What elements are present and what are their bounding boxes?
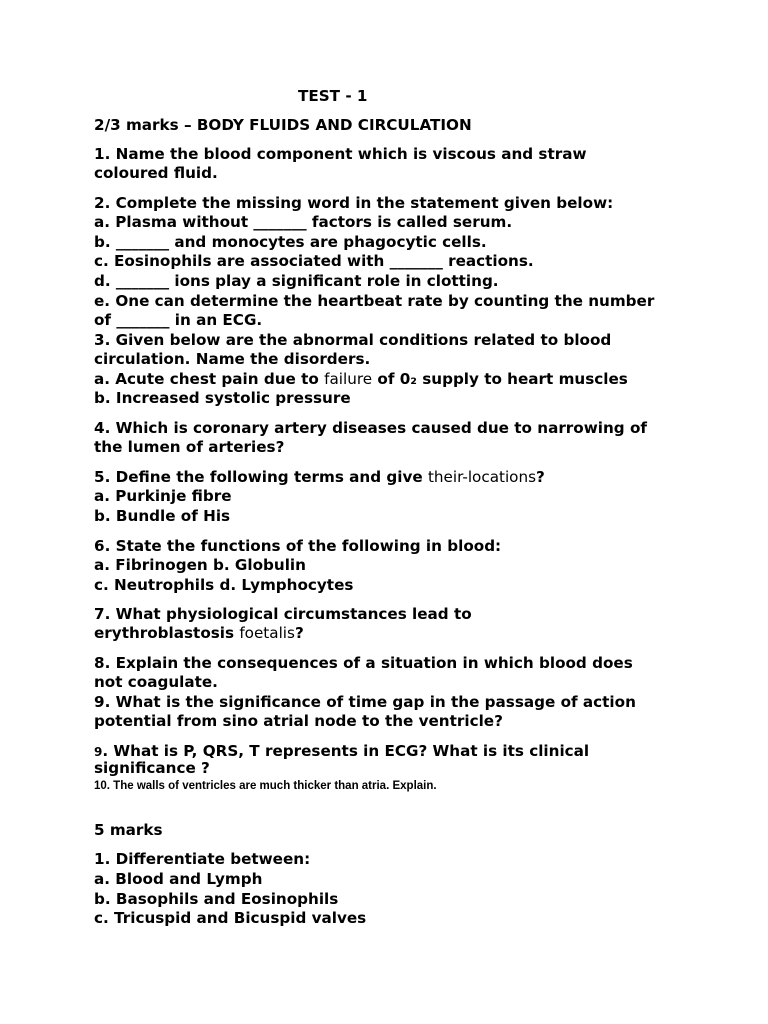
question-9-line-1: 9. What is the significance of time gap in the passage of action <box>94 693 636 711</box>
question-3-part-a-suffix: of 0₂ supply to heart muscles <box>372 370 628 388</box>
long-question-1-part-b: b. Basophils and Eosinophils <box>94 890 339 908</box>
question-7-suffix: ? <box>294 624 304 642</box>
question-8-line-1: 8. Explain the consequences of a situation in which blood does <box>94 654 633 672</box>
question-5-part-b: b. Bundle of His <box>94 507 231 525</box>
question-3-line-1: 3. Given below are the abnormal conditions related to blood <box>94 331 612 349</box>
question-3-part-a-prefix: a. Acute chest pain due to <box>94 370 325 388</box>
question-3-part-a-word: failure <box>324 370 373 388</box>
question-7-line-2 <box>94 624 304 643</box>
question-7-prefix: erythroblastosis <box>94 624 240 642</box>
long-question-1-heading: 1. Differentiate between: <box>94 850 311 868</box>
question-9b-number: 9 <box>94 745 103 759</box>
question-7-line-1: 7. What physiological circumstances lead to <box>94 605 472 623</box>
question-1-line-1: 1. Name the blood component which is viscous and straw <box>94 145 587 163</box>
section-heading-short-answer: 2/3 marks – BODY FLUIDS AND CIRCULATION <box>94 116 472 134</box>
question-6-line-1: 6. State the functions of the following in blood: <box>94 537 502 555</box>
question-3-part-b: b. Increased systolic pressure <box>94 389 351 407</box>
question-7-word: foetalis <box>239 624 295 642</box>
question-2-part-b: b. _______ and monocytes are phagocytic cells. <box>94 233 487 251</box>
question-5-part-a: a. Purkinje fibre <box>94 487 232 505</box>
question-6-line-2: a. Fibrinogen b. Globulin <box>94 556 306 574</box>
question-2-heading: 2. Complete the missing word in the statement given below: <box>94 194 614 212</box>
long-question-1-part-c: c. Tricuspid and Bicuspid valves <box>94 909 367 927</box>
question-1-line-2: coloured fluid. <box>94 164 218 182</box>
question-2-part-c: c. Eosinophils are associated with _______ reactions. <box>94 252 534 270</box>
question-2-part-d: d. _______ ions play a significant role in clotting. <box>94 272 499 290</box>
question-5-prefix: 5. Define the following terms and give <box>94 468 428 486</box>
question-3-part-a <box>94 370 628 389</box>
question-2-part-a: a. Plasma without _______ factors is called serum. <box>94 213 513 231</box>
question-5-word: their-locations <box>427 468 537 486</box>
question-5-suffix: ? <box>536 468 545 486</box>
question-5-line-1 <box>94 468 545 487</box>
question-9b-line-2: significance ? <box>94 759 210 777</box>
question-9b-text: . What is P, QRS, T represents in ECG? What is its clinical <box>102 742 590 760</box>
question-9-line-2: potential from sino atrial node to the ventricle? <box>94 712 503 730</box>
question-4-line-2: the lumen of arteries? <box>94 438 285 456</box>
long-question-1-part-a: a. Blood and Lymph <box>94 870 263 888</box>
page-title: TEST - 1 <box>298 87 368 105</box>
question-2-part-e-line-2: of _______ in an ECG. <box>94 311 263 329</box>
question-2-part-e-line-1: e. One can determine the heartbeat rate by counting the number <box>94 292 655 310</box>
section-heading-long-answer: 5 marks <box>94 821 163 839</box>
question-10: 10. The walls of ventricles are much thicker than atria. Explain. <box>94 780 437 792</box>
question-3-line-2: circulation. Name the disorders. <box>94 350 371 368</box>
question-8-line-2: not coagulate. <box>94 673 218 691</box>
question-4-line-1: 4. Which is coronary artery diseases caused due to narrowing of <box>94 419 647 437</box>
question-6-line-3: c. Neutrophils d. Lymphocytes <box>94 576 354 594</box>
